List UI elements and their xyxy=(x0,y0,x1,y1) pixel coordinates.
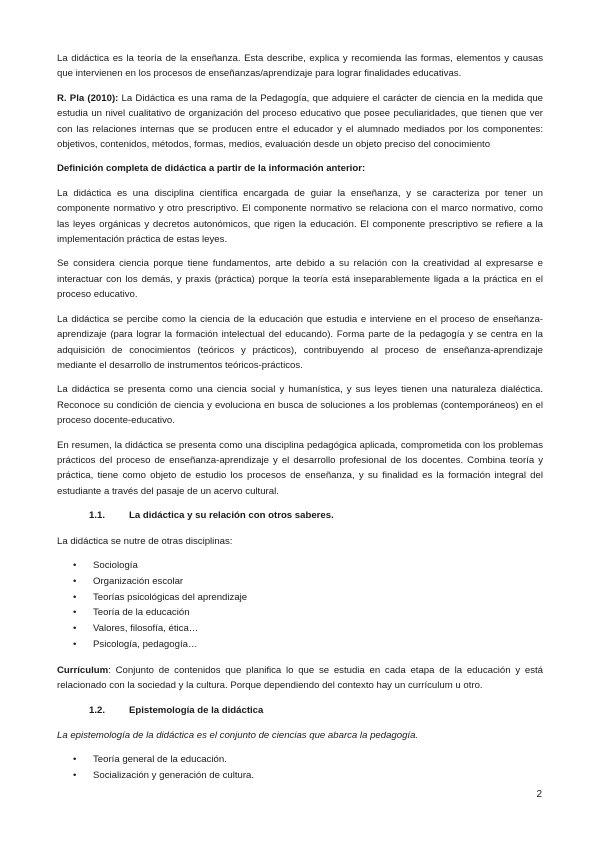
list-item: • Teorías psicológicas del aprendizaje xyxy=(57,590,543,606)
paragraph-science: Se considera ciencia porque tiene fundamentos, arte debido a su relación con la creatividad al expresarse e interactuar con los demás, y praxis (práctica) porque la teoría está inseparablemente ligada a la práctica en el proceso educativo. xyxy=(57,258,543,301)
section-title: La didáctica y su relación con otros saberes. xyxy=(129,510,334,522)
list-item: • Psicología, pedagogía… xyxy=(57,637,543,653)
section-heading: Definición completa de didáctica a partir de la información anterior: xyxy=(57,163,366,175)
page-number: 2 xyxy=(536,789,542,800)
section-number: 1.1. xyxy=(89,510,106,522)
paragraph-definition: La didáctica es la teoría de la enseñanza. Esta describe, explica y recomienda las formas, elementos y causas que intervienen en los procesos de enseñanzas/aprendizaje para lograr finalidades educativas. xyxy=(57,53,543,80)
curriculum-text: : Conjunto de contenidos que planifica lo que se estudia en cada etapa de la educación y está relacionado con la sociedad y la cultura. Porque dependiendo del contexto hay un currículum u otro. xyxy=(57,664,543,692)
paragraph-perception: La didáctica se percibe como la ciencia de la educación que estudia e interviene en el proceso de enseñanza-aprendizaje (para lograr la formación intelectual del educando). Forma parte de la pedagogía y se centra en la adquisición de conocimientos (teóricos y prácticos), contribuyendo al proceso de enseñanza-aprendizaje mediante el desarrollo de instrumentos teóricos-prácticos. xyxy=(57,313,543,371)
epistemology-list xyxy=(57,752,543,784)
paragraph-summary: En resumen, la didáctica se presenta como una disciplina pedagógica aplicada, comprometida con los problemas prácticos del proceso de enseñanza-aprendizaje y el desarrollo profesional de los docentes. Combina teoría y práctica, tiene como objeto de estudio los procesos de enseñanza, y su finalidad es la formación integral del estudiante a través del pasaje de un acervo cultural. xyxy=(57,439,543,497)
list-item: • Socialización y generación de cultura. xyxy=(57,768,543,784)
list-item: • Valores, filosofía, ética… xyxy=(57,621,543,637)
quote-text: La Didáctica es una rama de la Pedagogía, que adquiere el carácter de ciencia en la medida que estudia un nivel cualitativo de organización del proceso educativo que posee peculiaridades, que tienen que ver con las relaciones internas que se producen entre el educador y el alumnado mediados por los componentes: objetivos, contenidos, métodos, formas, medios, evaluación desde un objeto preciso del conocimiento xyxy=(57,92,543,151)
paragraph-social-science: La didáctica se presenta como una ciencia social y humanística, y sus leyes tienen una naturaleza dialéctica. Reconoce su condición de ciencia y evoluciona en busca de soluciones a los problemas (contemporáneos) en el proceso docente-educativo. xyxy=(57,384,543,427)
disciplines-list xyxy=(57,558,543,653)
list-item: • Sociología xyxy=(57,558,543,574)
curriculum-label: Currículum xyxy=(57,664,109,676)
list-item: • Teoría general de la educación. xyxy=(57,752,543,768)
paragraph-pla-quote xyxy=(57,91,543,153)
section-1-2-heading xyxy=(57,703,543,718)
paragraph-curriculum xyxy=(57,663,543,694)
section-number: 1.2. xyxy=(89,704,106,716)
list-item: • Teoría de la educación xyxy=(57,605,543,621)
section-title: Epistemología de la didáctica xyxy=(129,704,264,716)
section-1-1-heading xyxy=(57,508,543,523)
list-item: • Organización escolar xyxy=(57,574,543,590)
document-page xyxy=(57,51,543,794)
paragraph-complete-definition: La didáctica es una disciplina científica encargada de guiar la enseñanza, y se caracteriza por tener un componente normativo y otro prescriptivo. El componente normativo se relaciona con el marco normativo, como las leyes orgánicas y decretos autonómicos, que rigen la educación. El componente prescriptivo se refiere a la implementación práctica de estas leyes. xyxy=(57,187,543,246)
section-1-1-intro: La didáctica se nutre de otras disciplinas: xyxy=(57,535,233,547)
author-citation: R. Pla (2010): xyxy=(57,92,119,104)
section-1-2-intro: La epistemología de la didáctica es el conjunto de ciencias que abarca la pedagogía. xyxy=(57,729,419,741)
